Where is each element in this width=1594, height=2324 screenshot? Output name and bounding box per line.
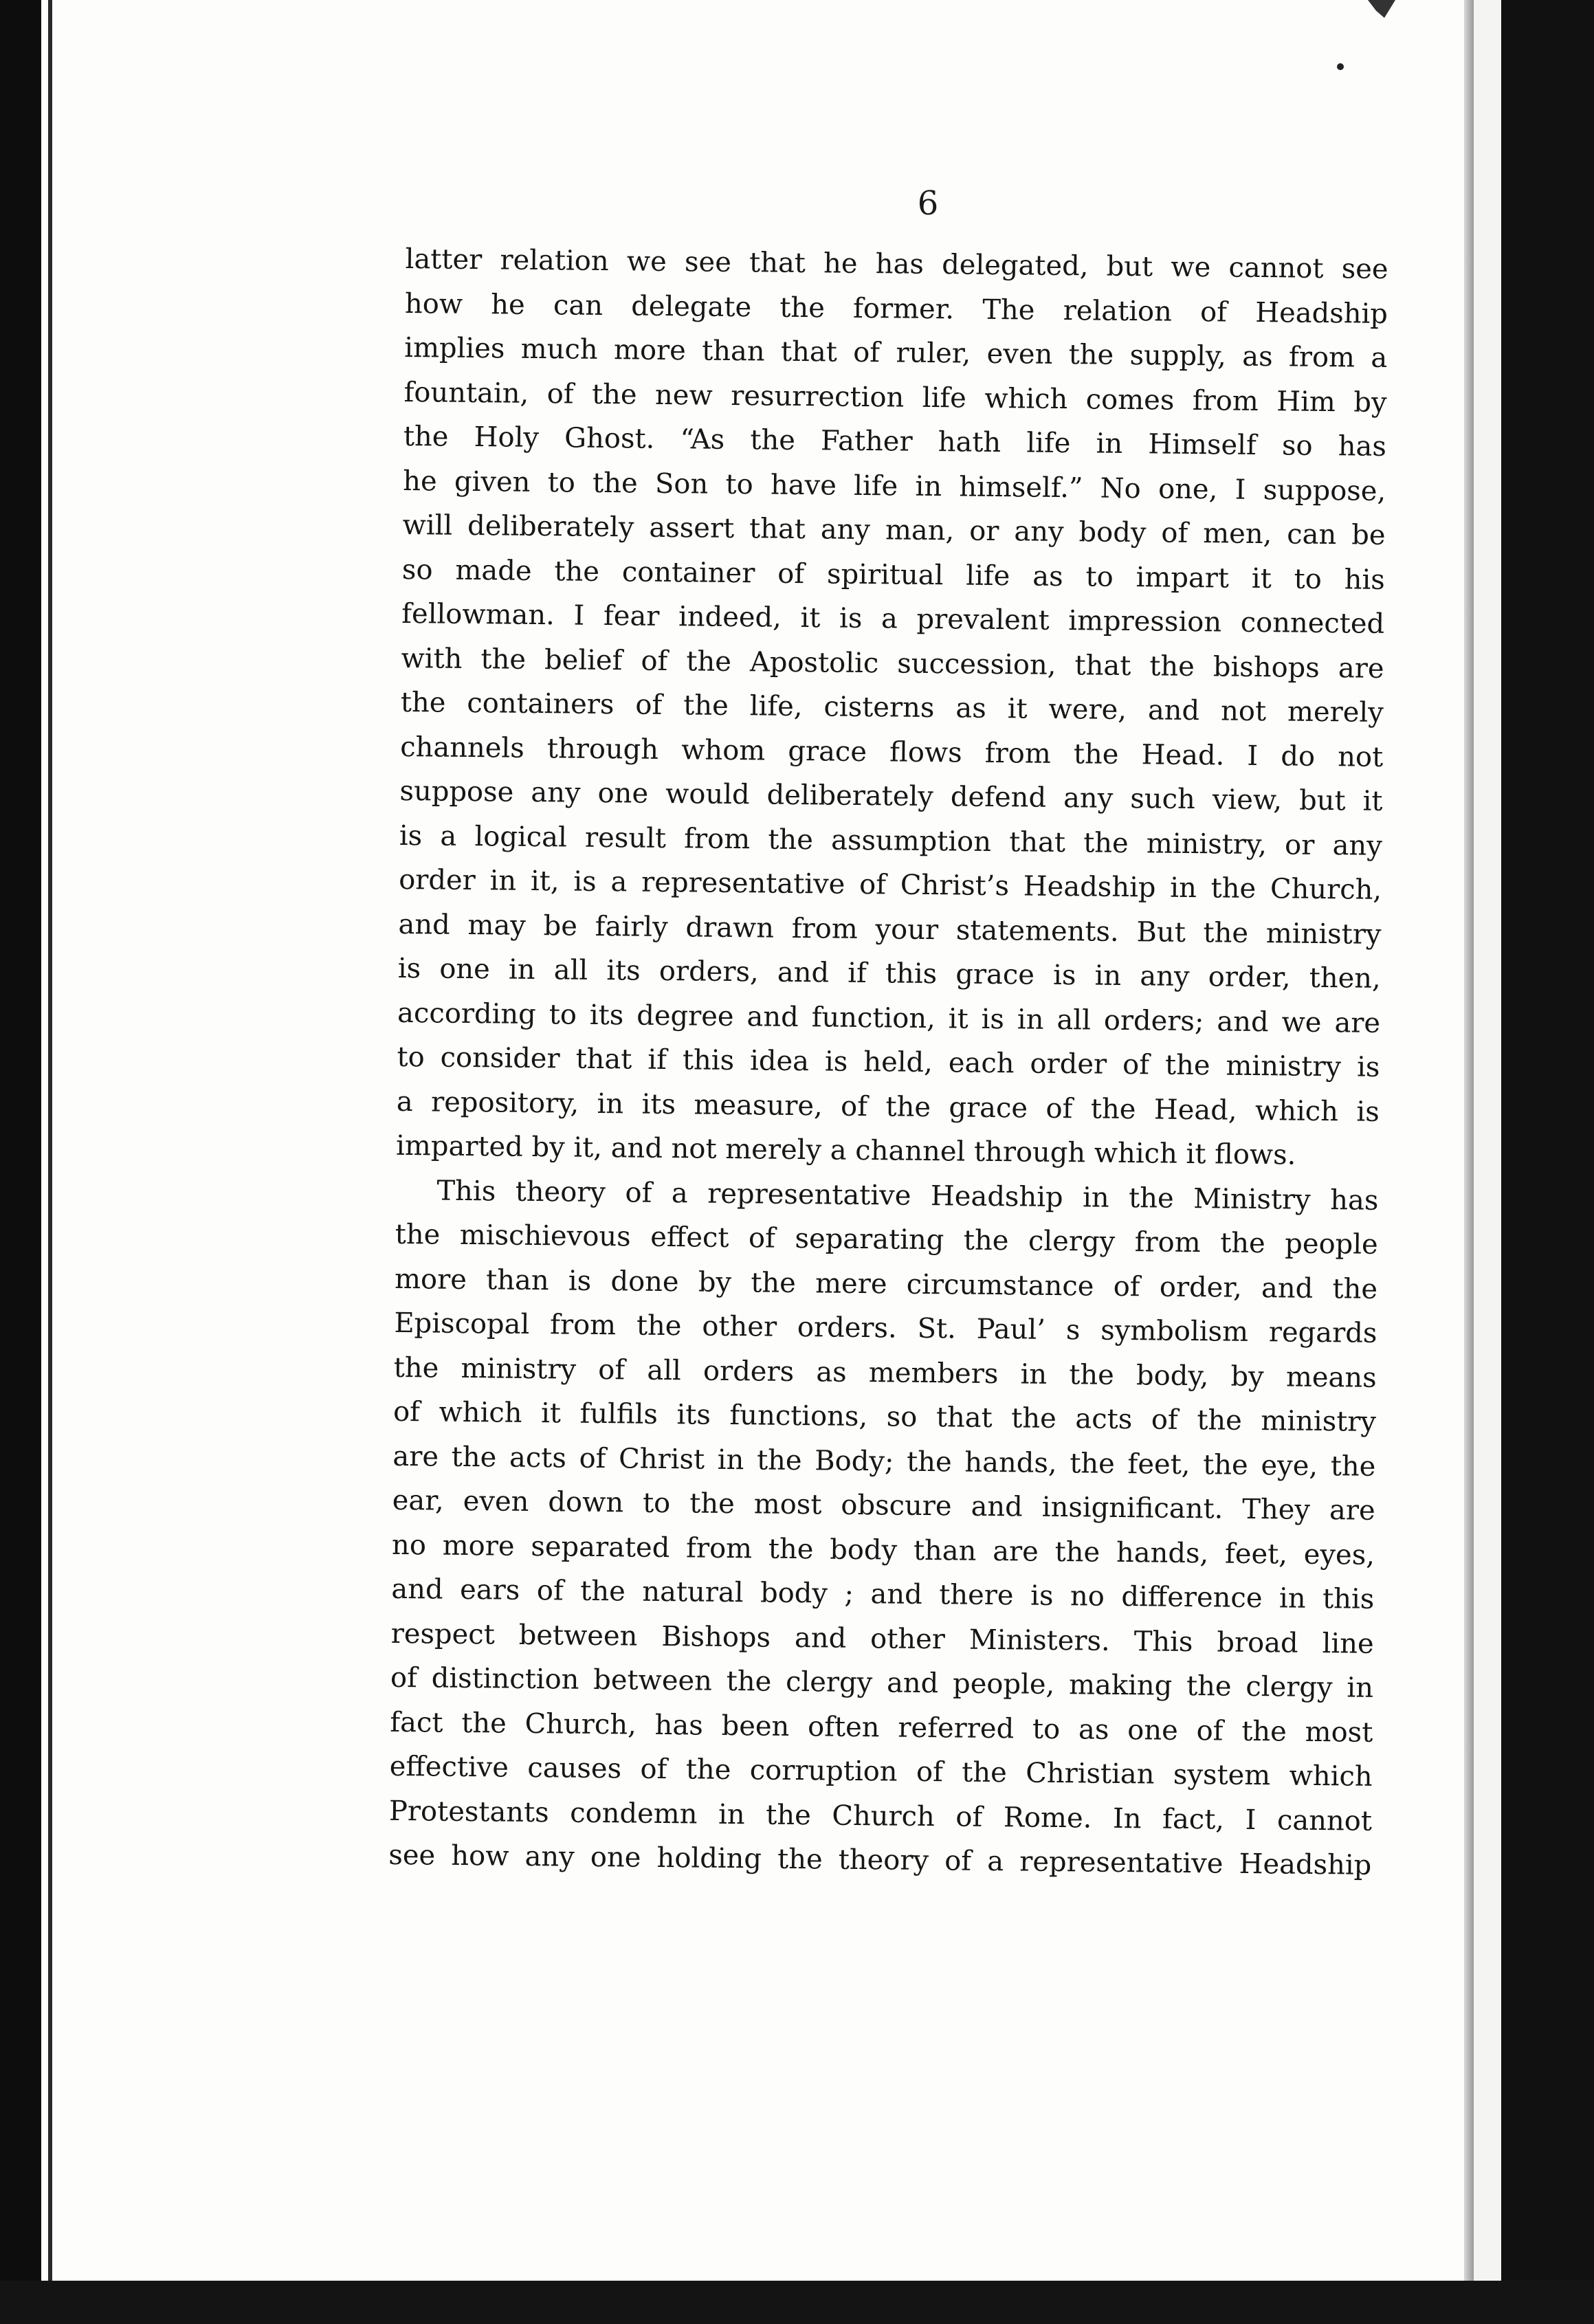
scan-bottom-border xyxy=(0,2281,1594,2324)
paragraph-1 xyxy=(396,237,1388,1178)
text-line: order in it, is a representative of Christ’s Headship in the Church, xyxy=(398,863,1382,906)
text-line: will deliberately assert that any man, or any body of men, can be xyxy=(402,509,1386,551)
scan-corner-mark xyxy=(1368,0,1395,18)
text-line: of distinction between the clergy and people, making the clergy in xyxy=(390,1661,1374,1704)
text-line: he given to the Son to have life in himself.” No one, I suppose, xyxy=(403,465,1386,507)
text-line: the ministry of all orders as members in the body, by means xyxy=(393,1351,1377,1394)
text-line: see how any one holding the theory of a representative Headship xyxy=(388,1839,1372,1881)
text-line: the Holy Ghost. “As the Father hath life in Himself so has xyxy=(403,420,1387,463)
text-line: is a logical result from the assumption that the ministry, or any xyxy=(399,819,1383,862)
text-line: are the acts of Christ in the Body; the hands, the feet, the eye, the xyxy=(392,1440,1376,1483)
page-number: 6 xyxy=(917,184,939,223)
text-line: This theory of a representative Headship in the Ministry has xyxy=(436,1175,1379,1217)
text-line: with the belief of the Apostolic succession, that the bishops are xyxy=(401,642,1384,685)
page-right-shadow xyxy=(1464,0,1474,2324)
paragraph-2 xyxy=(388,1168,1379,1888)
text-line: and may be fairly drawn from your statements. But the ministry xyxy=(398,908,1382,951)
text-line: so made the container of spiritual life as to impart it to his xyxy=(401,553,1386,596)
text-line: more than is done by the mere circumstance of order, and the xyxy=(394,1263,1378,1305)
text-line: a repository, in its measure, of the grace of the Head, which is xyxy=(396,1085,1380,1128)
text-line: fountain, of the new resurrection life which comes from Him by xyxy=(403,376,1387,419)
text-line: effective causes of the corruption of the Christian system which xyxy=(389,1750,1373,1793)
text-line: according to its degree and function, it is in all orders; and we are xyxy=(397,997,1381,1039)
text-line: no more separated from the body than are the hands, feet, eyes, xyxy=(391,1529,1375,1571)
text-line: the containers of the life, cisterns as it were, and not merely xyxy=(400,686,1384,729)
text-line: to consider that if this idea is held, each order of the ministry is xyxy=(397,1041,1380,1083)
text-line: implies much more than that of ruler, even the supply, as from a xyxy=(404,331,1388,374)
body-text xyxy=(388,237,1388,1888)
text-line: ear, even down to the most obscure and insignificant. They are xyxy=(392,1484,1375,1527)
scan-dot-mark xyxy=(1337,63,1344,70)
next-page-edge xyxy=(1474,0,1501,2324)
text-line: fact the Church, has been often referred to as one of the most xyxy=(390,1706,1373,1749)
scan-right-border xyxy=(1501,0,1594,2324)
text-line: is one in all its orders, and if this grace is in any order, then, xyxy=(397,952,1382,995)
text-line: how he can delegate the former. The relation of Headship xyxy=(404,287,1388,330)
text-line: channels through whom grace flows from the Head. I do not xyxy=(399,731,1384,773)
text-line: suppose any one would deliberately defend any such view, but it xyxy=(399,775,1383,817)
text-line: Episcopal from the other orders. St. Paul’ s symbolism regards xyxy=(394,1307,1377,1349)
text-line: respect between Bishops and other Ministers. This broad line xyxy=(390,1617,1374,1660)
text-line: Protestants condemn in the Church of Rome. In fact, I cannot xyxy=(388,1795,1373,1837)
text-line: of which it fulfils its functions, so that the acts of the ministry xyxy=(392,1395,1377,1438)
text-line: the mischievous effect of separating the clergy from the people xyxy=(395,1218,1378,1261)
scan-left-inner-line xyxy=(48,0,52,2324)
text-line: fellowman. I fear indeed, it is a prevalent impression connected xyxy=(401,597,1385,640)
scan-left-border xyxy=(0,0,41,2324)
text-line: and ears of the natural body ; and there is no difference in this xyxy=(391,1573,1375,1615)
text-line: imparted by it, and not merely a channel through which it flows. xyxy=(395,1129,1296,1171)
text-line: latter relation we see that he has delegated, but we cannot see xyxy=(405,243,1388,285)
